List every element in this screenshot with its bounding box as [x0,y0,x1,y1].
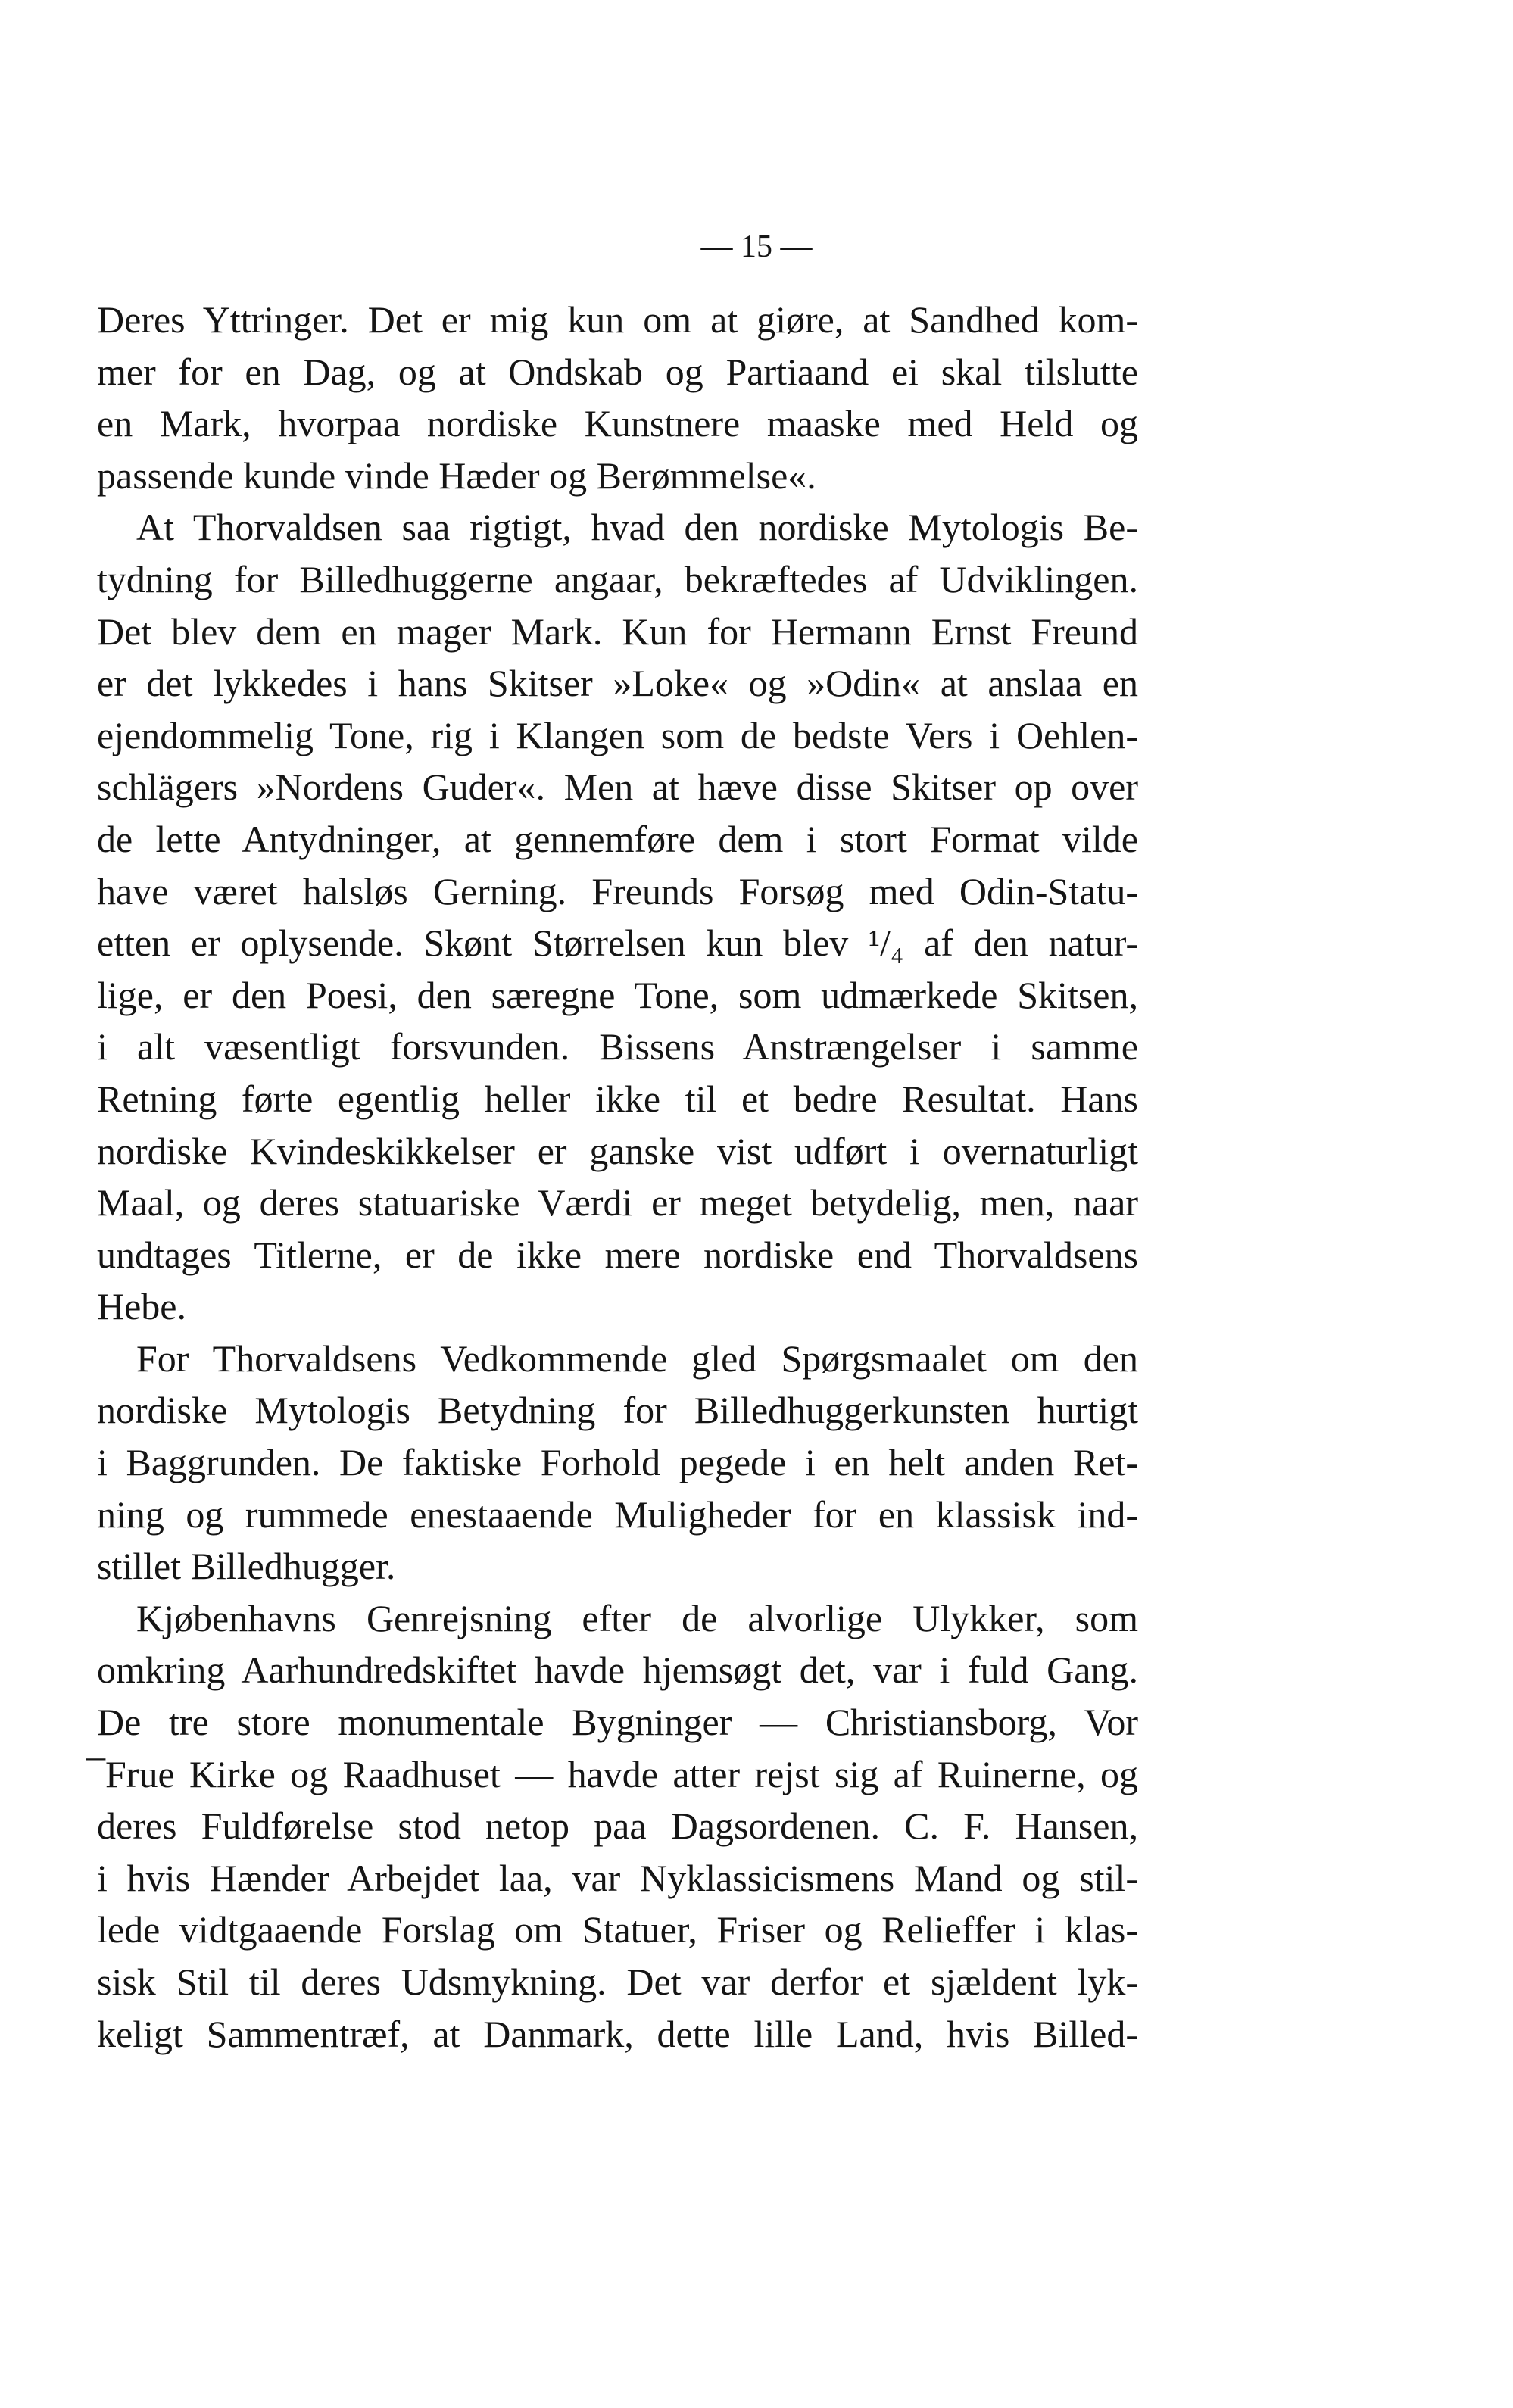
text-line: Deres Yttringer. Det er mig kun om at giøre, at Sandhed kom- [97,298,1138,341]
text-line: Retning førte egentlig heller ikke til et bedre Resultat. Hans [97,1077,1138,1120]
text-line: sisk Stil til deres Udsmykning. Det var derfor et sjældent lyk- [97,1960,1138,2003]
text-line: omkring Aarhundredskiftet havde hjemsøgt det, var i fuld Gang. [97,1648,1138,1692]
text-line: ¯Frue Kirke og Raadhuset — havde atter rejst sig af Ruinerne, og [86,1752,1138,1795]
text-line: en Mark, hvorpaa nordiske Kunstnere maaske med Held og [97,402,1138,445]
text-line: keligt Sammentræf, at Danmark, dette lille Land, hvis Billed- [97,2012,1138,2055]
text-line: lige, er den Poesi, den særegne Tone, som udmærkede Skitsen, [97,973,1138,1016]
text-line: deres Fuldførelse stod netop paa Dagsordenen. C. F. Hansen, [97,1804,1138,1848]
text-line: Kjøbenhavns Genrejsning efter de alvorlige Ulykker, som [136,1596,1138,1639]
text-line: mer for en Dag, og at Ondskab og Partiaand ei skal tilslutte [97,350,1138,393]
text-line: lede vidtgaaende Forslag om Statuer, Friser og Relieffer i klas- [97,1908,1138,1951]
text-line: undtages Titlerne, er de ikke mere nordiske end Thorvaldsens [97,1233,1138,1276]
text-line: ejendommelig Tone, rig i Klangen som de bedste Vers i Oehlen- [97,713,1138,756]
text-line: tydning for Billedhuggerne angaar, bekræftedes af Udviklingen. [97,557,1138,600]
text-line: have været halsløs Gerning. Freunds Forsøg med Odin-Statu- [97,869,1138,912]
text-line: i Baggrunden. De faktiske Forhold pegede i en helt anden Ret- [97,1441,1138,1484]
body-text [86,294,1138,2060]
text-line: etten er oplysende. Skønt Størrelsen kun blev ¹/₄ af den natur- [97,922,1138,965]
text-line: i hvis Hænder Arbejdet laa, var Nyklassicismens Mand og stil- [97,1856,1138,1899]
text-line: nordiske Kvindeskikkelser er ganske vist udført i overnaturligt [97,1129,1138,1172]
text-line: de lette Antydninger, at gennemføre dem i stort Format vilde [97,817,1138,860]
text-line: passende kunde vinde Hæder og Berømmelse«. [97,454,816,497]
text-line: De tre store monumentale Bygninger — Christiansborg, Vor [97,1701,1138,1744]
page-number: — 15 — [700,229,813,264]
text-line: schlägers »Nordens Guder«. Men at hæve disse Skitser op over [97,766,1138,809]
text-line: Maal, og deres statuariske Værdi er meget betydelig, men, naar [97,1181,1138,1224]
text-line: For Thorvaldsens Vedkommende gled Spørgsmaalet om den [136,1337,1138,1380]
text-line: Hebe. [97,1285,186,1328]
text-line: At Thorvaldsen saa rigtigt, hvad den nordiske Mytologis Be- [136,506,1138,549]
text-line: stillet Billedhugger. [97,1545,396,1588]
text-line: i alt væsentligt forsvunden. Bissens Anstrængelser i samme [97,1025,1138,1068]
text-line: er det lykkedes i hans Skitser »Loke« og »Odin« at anslaa en [97,662,1138,705]
text-line: Det blev dem en mager Mark. Kun for Hermann Ernst Freund [97,610,1138,653]
text-line: ning og rummede enestaaende Muligheder for en klassisk ind- [97,1493,1138,1536]
text-line: nordiske Mytologis Betydning for Billedhuggerkunsten hurtigt [97,1389,1138,1432]
